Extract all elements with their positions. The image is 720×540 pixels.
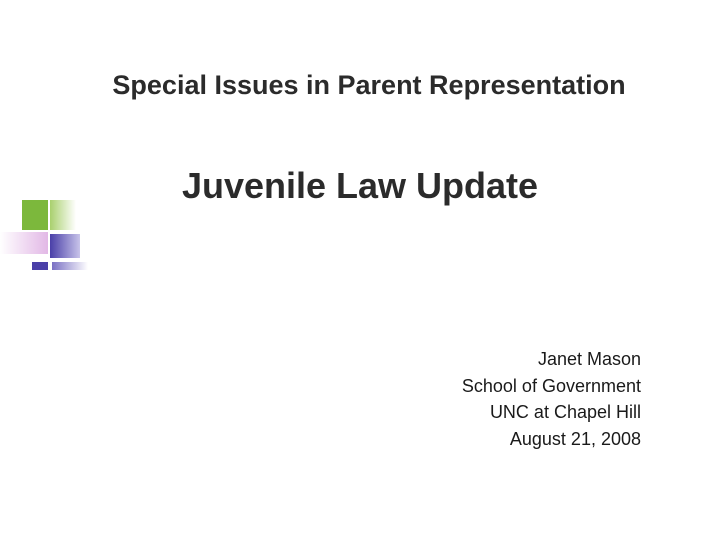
purple-fade-bar-bottom bbox=[52, 262, 88, 270]
presentation-date: August 21, 2008 bbox=[509, 428, 641, 449]
author-institution: UNC at Chapel Hill bbox=[489, 402, 641, 422]
decorative-squares-graphic bbox=[0, 196, 100, 276]
slide-title: Special Issues in Parent Representation bbox=[112, 70, 626, 100]
slide-subtitle: Juvenile Law Update bbox=[181, 165, 539, 206]
purple-square bbox=[50, 234, 80, 258]
author-info bbox=[462, 346, 641, 452]
pink-fade-bar bbox=[0, 232, 48, 254]
author-affiliation: School of Government bbox=[461, 375, 641, 396]
vertical-divider-line bbox=[48, 196, 50, 272]
author-name: Janet Mason bbox=[537, 349, 641, 369]
